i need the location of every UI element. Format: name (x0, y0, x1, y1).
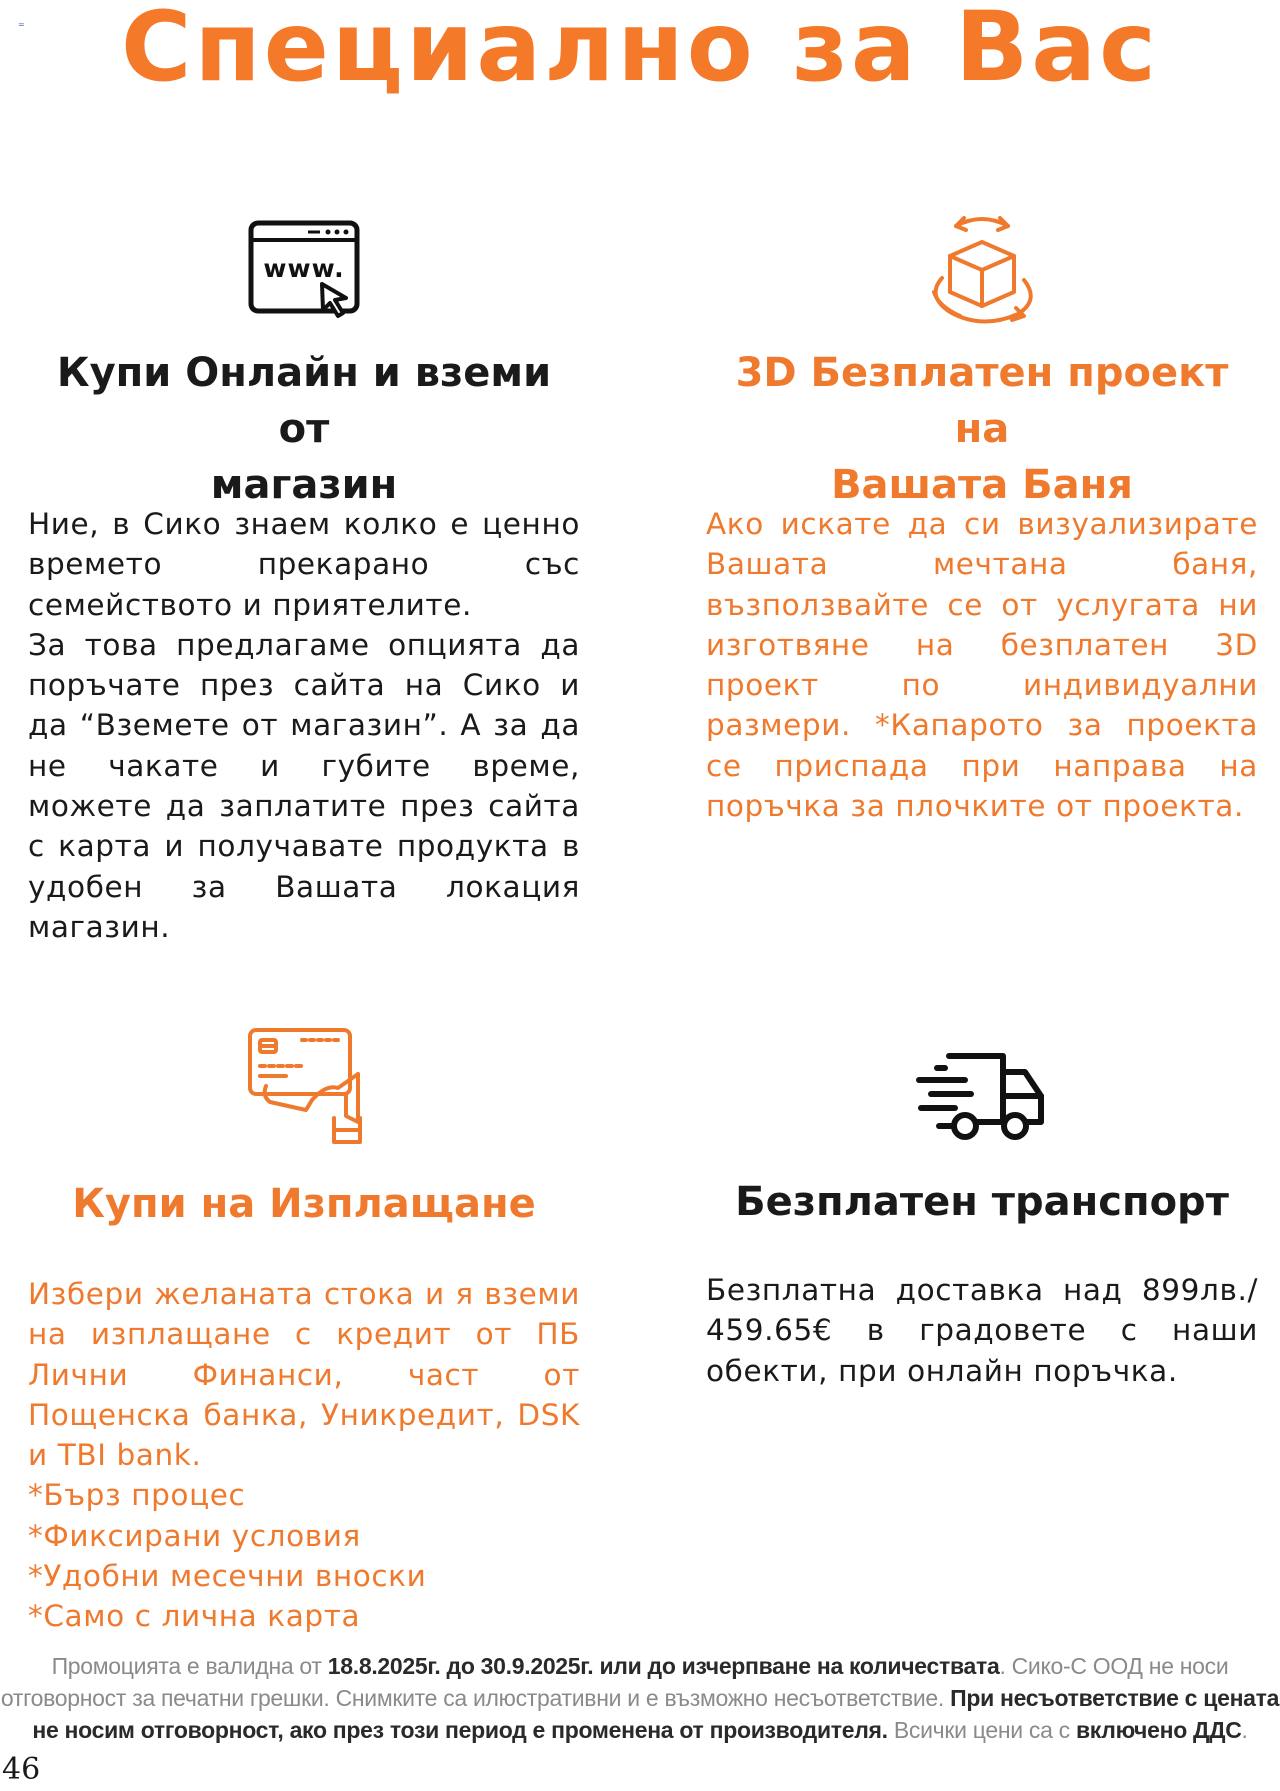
svg-text:www.: www. (263, 254, 345, 283)
online-pickup-paragraph2: За това предлагаме опцията да поръчате през сайта на Сико и да “Вземете от магазин”. А за да не чакате и губите време, можете да заплатите през сайта с карта и получавате продукта в удобен за Вашата локация магазин. (28, 627, 580, 944)
benefit-item: *Фиксирани условия (28, 1518, 361, 1553)
corner-mark: = (18, 20, 25, 29)
online-pickup-title-line1: Купи Онлайн и вземи от (56, 350, 552, 452)
page-number: 46 (2, 1752, 41, 1787)
free-transport-text (706, 1270, 1258, 1391)
promo-disclaimer (0, 1650, 1280, 1746)
design-3d-title-line2: Вашата Баня (831, 462, 1133, 508)
design-3d-paragraph: Ако искате да си визуализирате Вашата мечтана баня, възползвайте се от услугата ни изготвяне на безплатен 3D проект по индивидуални размери. *Капарото за проекта се приспада при направа на поръчка за плочките от проекта. (706, 507, 1258, 824)
free-transport-section (706, 1050, 1258, 1430)
installments-paragraph: Избери желаната стока и я вземи на изплащане с кредит от ПБ Лични Финанси, част от Пощенска банка, Уникредит, DSK и TBI bank. (28, 1277, 580, 1473)
disclaimer-text-2: . Сико-С ООД не носи отговорност за печатни грешки. Снимките са илюстративни и е възможно несъответствие. (0, 1653, 1229, 1711)
benefit-item: *Само с лична карта (28, 1599, 361, 1634)
page-title: Специално за Вас (121, 0, 1159, 103)
disclaimer-text-4: . (1241, 1717, 1248, 1743)
installments-title: Купи на Изплащане (72, 1181, 536, 1227)
disclaimer-price-note: При несъответствие с цената не носим отговорност, ако през този период е променена от производителя. (32, 1685, 1280, 1743)
delivery-truck-icon (706, 1050, 1258, 1150)
design-3d-section (706, 208, 1258, 828)
design-3d-title (706, 345, 1258, 513)
installments-text (28, 1274, 580, 1637)
online-pickup-title (28, 345, 580, 513)
design-3d-text (706, 504, 1258, 826)
disclaimer-validity-dates: 18.8.2025г. до 30.9.2025г. или до изчерпване на количествата (327, 1653, 1000, 1679)
benefit-item: *Бърз процес (28, 1478, 246, 1513)
free-transport-title: Безплатен транспорт (735, 1179, 1229, 1225)
www-browser-cursor-icon (28, 220, 580, 328)
disclaimer-text-1: Промоцията е валидна от (51, 1653, 328, 1679)
installments-benefits-list (28, 1475, 580, 1636)
installments-section (28, 1026, 580, 1634)
3d-cube-rotate-icon (706, 208, 1258, 336)
online-pickup-text (28, 504, 580, 947)
credit-card-hand-icon (28, 1026, 580, 1150)
disclaimer-text-3: Всички цени са с (887, 1717, 1076, 1743)
online-pickup-paragraph1: Ние, в Сико знаем колко е ценно времето прекарано със семейството и приятелите. (28, 507, 580, 622)
free-transport-paragraph: Безплатна доставка над 899лв./ 459.65€ в градовете с наши обекти, при онлайн поръчка. (706, 1273, 1258, 1388)
online-pickup-section (28, 220, 580, 944)
disclaimer-vat-note: включено ДДС (1075, 1717, 1242, 1743)
design-3d-title-line1: 3D Безплатен проект на (735, 350, 1229, 452)
online-pickup-title-line2: магазин (210, 462, 398, 508)
benefit-item: *Удобни месечни вноски (28, 1559, 427, 1594)
